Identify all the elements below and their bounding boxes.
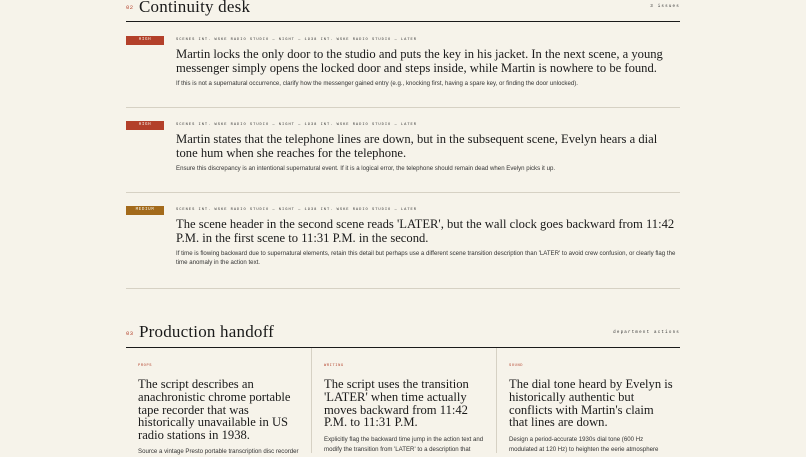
issue-title: Martin states that the telephone lines are down, but in the subsequent scene, Evelyn hears a dial tone hum when she reaches for the telephone.	[176, 132, 658, 160]
scene-breadcrumb: SCENES INT. WSKE RADIO STUDIO — NIGHT — 1938 INT. WSKE RADIO STUDIO — LATER	[176, 208, 417, 212]
handoff-action: Explicitly flag the backward time jump in the action text and modify the transition from 'LATER' to a description that	[324, 436, 484, 453]
issue-title: Martin locks the only door to the studio and puts the key in his jacket. In the next scene, a young messenger simply opens the locked door and steps inside, while Martin is nowhere to be found.	[176, 47, 663, 75]
section-title: Continuity desk	[139, 0, 251, 16]
department-actions-label: department actions	[613, 331, 680, 335]
section-number: 03	[126, 330, 134, 337]
issue-note: If time is flowing backward due to supernatural elements, retain this detail but perhaps use a different scene transition description than 'LATER' to avoid crew confusion, or clearly flag the time anomaly in the action text.	[176, 250, 676, 267]
severity-badge: MEDIUM	[126, 206, 164, 215]
handoff-card-writing[interactable]	[311, 348, 496, 453]
scene-breadcrumb: SCENES INT. WSKE RADIO STUDIO — NIGHT — 1938 INT. WSKE RADIO STUDIO — LATER	[176, 38, 417, 42]
handoff-action: Source a vintage Presto portable transcription disc recorder	[138, 448, 299, 455]
severity-badge: HIGH	[126, 121, 164, 130]
scene-breadcrumb: SCENES INT. WSKE RADIO STUDIO — NIGHT — 1938 INT. WSKE RADIO STUDIO — LATER	[176, 123, 417, 127]
department-label: WRITING	[324, 364, 344, 368]
section-divider	[126, 21, 680, 22]
issue-card[interactable]	[126, 36, 680, 100]
handoff-title: The script describes an anachronistic chrome portable tape recorder that was historically unavailable in US radio stations in 1938.	[138, 377, 291, 443]
row-divider	[126, 288, 680, 289]
issue-note: Ensure this discrepancy is an intentional supernatural event. If it is a logical error, the telephone should remain dead when Evelyn picks it up.	[176, 165, 556, 172]
issue-card[interactable]	[126, 206, 680, 282]
handoff-title: The dial tone heard by Evelyn is historically authentic but conflicts with Martin's claim that lines are down.	[509, 377, 673, 430]
issue-title: The scene header in the second scene reads 'LATER', but the wall clock goes backward from 11:42 P.M. in the first scene to 11:31 P.M. in the second.	[176, 217, 675, 245]
handoff-cards	[126, 348, 680, 453]
issue-note: If this is not a supernatural occurrence, clarify how the messenger gained entry (e.g., knocking first, having a spare key, or finding the door unlocked).	[176, 80, 578, 87]
severity-badge: HIGH	[126, 36, 164, 45]
department-label: SOUND	[509, 364, 524, 368]
department-label: PROPS	[138, 364, 153, 368]
handoff-title: The script uses the transition 'LATER' when time actually moves backward from 11:42 P.M. to 11:31 P.M.	[324, 377, 469, 430]
section-number: 02	[126, 4, 134, 11]
handoff-card-sound[interactable]	[496, 348, 681, 453]
row-divider	[126, 192, 680, 193]
issue-count: 3 issues	[650, 5, 680, 9]
section-title: Production handoff	[139, 322, 275, 341]
handoff-card-props[interactable]	[126, 348, 310, 453]
row-divider	[126, 107, 680, 108]
issue-card[interactable]	[126, 121, 680, 185]
handoff-action: Design a period-accurate 1930s dial tone (600 Hz modulated at 120 Hz) to heighten the eerie atmosphere	[509, 436, 659, 453]
